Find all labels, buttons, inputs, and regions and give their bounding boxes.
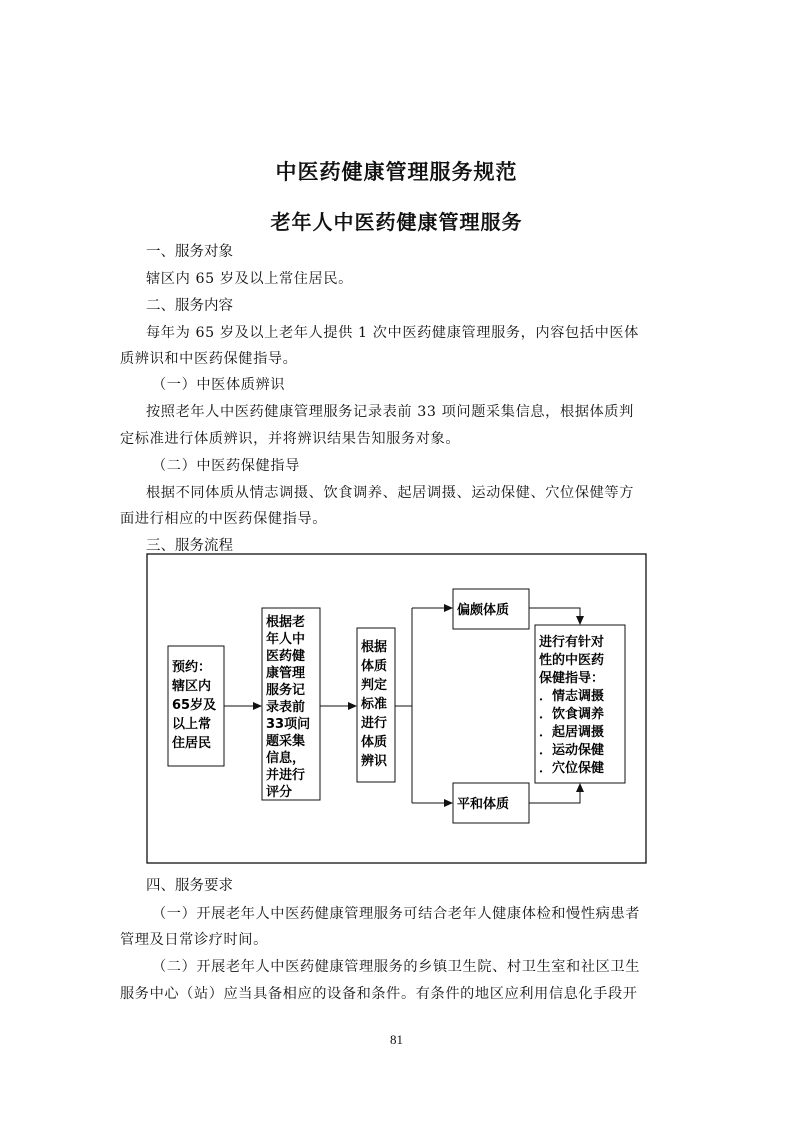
section-heading-service-process: 三、服务流程 [146,538,233,554]
subsection-text-constitution-1: 按照老年人中医药健康管理服务记录表前 33 项问题采集信息，根据体质判 [146,404,634,420]
section-text-requirements-3: （二）开展老年人中医药健康管理服务的乡镇卫生院、村卫生室和社区卫生 [152,959,640,975]
subsection-heading-guidance: （二）中医药保健指导 [152,458,300,474]
page-number: 81 [390,1032,403,1047]
section-text-service-content-2: 质辨识和中医药保健指导。 [120,351,298,367]
box-appointment-text: 预约： 辖区内 65岁及 以上常 住居民 [172,660,217,751]
section-heading-service-content: 二、服务内容 [146,298,233,314]
section-text-service-target: 辖区内 65 岁及以上常住居民。 [146,271,353,287]
subsection-heading-constitution: （一）中医体质辨识 [152,377,286,393]
arrow-balanced-to-guidance [529,784,580,803]
box-health-guidance-text: 进行有针对 性的中医药 保健指导： ．情志调摄 ．饮食调养 ．起居调摄 ．运动保健 ．穴位保健 [539,635,605,776]
subsection-text-constitution-2: 定标准进行体质辨识，并将辨识结果告知服务对象。 [120,431,461,447]
box-constitution-identification-text: 根据 体质 判定 标准 进行 体质 辨识 [361,640,388,769]
box-biased-constitution-text: 偏颇体质 [457,603,510,618]
section-text-service-content-1: 每年为 65 岁及以上老年人提供 1 次中医药健康管理服务，内容包括中医体 [146,325,639,341]
section-text-requirements-4: 服务中心（站）应当具备相应的设备和条件。有条件的地区应利用信息化手段开 [120,986,638,1002]
subsection-text-guidance-1: 根据不同体质从情志调摄、饮食调养、起居调摄、运动保健、穴位保健等方 [146,485,634,501]
section-heading-service-requirements: 四、服务要求 [146,878,233,894]
subsection-text-guidance-2: 面进行相应的中医药保健指导。 [120,511,328,527]
arrow-biased-to-guidance [529,608,580,624]
box-balanced-constitution-text: 平和体质 [457,797,510,812]
service-flowchart [146,553,648,865]
section-text-requirements-2: 管理及日常诊疗时间。 [120,932,268,948]
section-heading-service-target: 一、服务对象 [146,244,233,260]
page-title: 中医药健康管理服务规范 [275,160,518,184]
box-information-collection-text: 根据老 年人中 医药健 康管理 服务记 录表前 33项问 题采集 信息， 并进行 评分 [266,615,311,800]
section-text-requirements-1: （一）开展老年人中医药健康管理服务可结合老年人健康体检和慢性病患者 [152,906,640,922]
page-subtitle: 老年人中医药健康管理服务 [270,210,523,234]
